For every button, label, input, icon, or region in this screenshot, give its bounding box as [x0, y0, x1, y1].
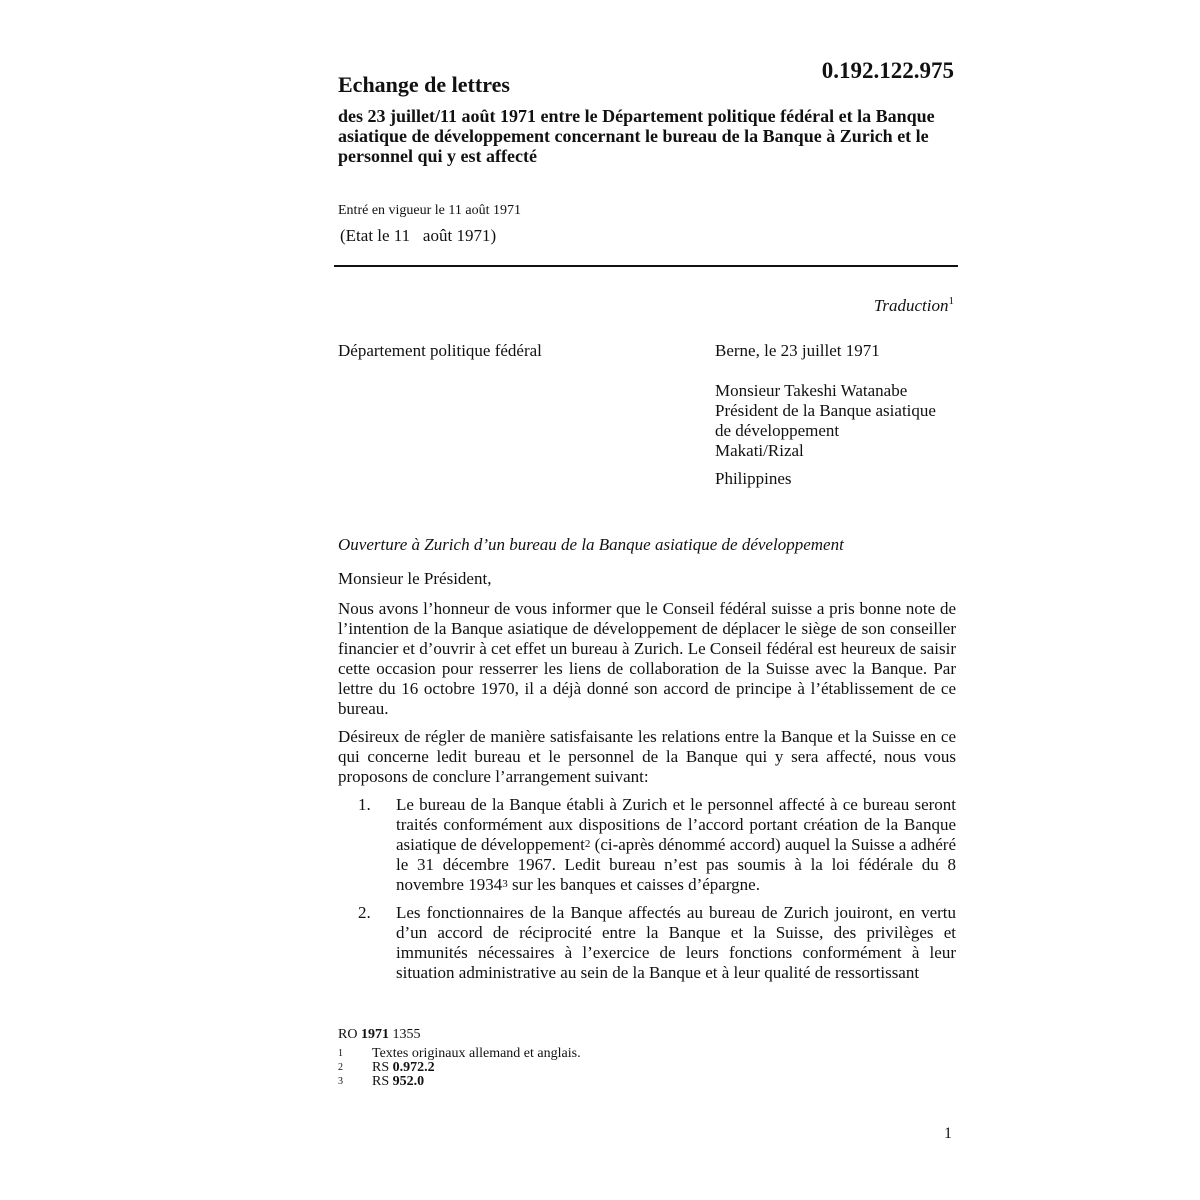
- footnote: [338, 1047, 581, 1061]
- ro-page: 1355: [388, 1027, 421, 1042]
- sr-number: 0.192.122.975: [821, 58, 954, 83]
- footnote-prefix: RS: [372, 1060, 393, 1075]
- ro-reference: [338, 1027, 581, 1043]
- letter-recipient: [715, 381, 936, 489]
- footnote-text: [372, 1061, 435, 1075]
- list-item-number: 1.: [358, 795, 371, 814]
- header-divider: [334, 265, 958, 267]
- document-subtitle: des 23 juillet/11 août 1971 entre le Département politique fédéral et la Banque asiatique de développement concernant le bureau de la Banque à Zurich et le personnel qui y est affecté: [338, 106, 935, 166]
- letter-subject: Ouverture à Zurich d’un bureau de la Banque asiatique de développement: [338, 535, 844, 554]
- footnote-reference: 952.0: [392, 1074, 425, 1089]
- recipient-title-line: Président de la Banque asiatique: [715, 401, 936, 420]
- recipient-title-line: de développement: [715, 421, 840, 440]
- document-title: Echange de lettres: [338, 72, 510, 97]
- recipient-name: Monsieur Takeshi Watanabe: [715, 381, 908, 400]
- footnote-number: 2: [338, 1062, 343, 1073]
- footnote-ref: 2: [584, 838, 591, 850]
- ro-prefix: RO: [338, 1027, 361, 1042]
- translation-label: Traduction: [873, 296, 949, 315]
- state-date: (Etat le 11 août 1971): [340, 226, 497, 245]
- letter-salutation: Monsieur le Président,: [338, 569, 492, 588]
- footnote-ref: 3: [502, 878, 508, 890]
- footnote-number: 1: [338, 1048, 343, 1059]
- ro-year: 1971: [360, 1027, 389, 1042]
- recipient-city: Makati/Rizal: [715, 441, 804, 460]
- recipient-country: Philippines: [715, 469, 792, 488]
- footnote-prefix: RS: [372, 1074, 393, 1089]
- body-paragraph: Nous avons l’honneur de vous informer que le Conseil fédéral suisse a pris bonne note de l’intention de la Banque asiatique de développement de déplacer le siège de son conseiller financier et d’ouvrir à cet effet un bureau à Zurich. Le Conseil fédéral est heureux de saisir cette occasion pour resserrer les liens de collaboration de la Suisse avec la Banque. Par lettre du 16 octobre 1970, il a déjà donné son accord de principe à l’établissement de ce bureau.: [338, 599, 956, 718]
- list-item-text-part: Le bureau de la Banque établi à Zurich et le personnel affecté à ce bureau seront traités conformément aux dispositions de l’accord portant création de la Banque asiatique de développement: [396, 795, 956, 854]
- letter-place-date: Berne, le 23 juillet 1971: [715, 341, 880, 360]
- in-force-date: Entré en vigueur le 11 août 1971: [338, 203, 521, 218]
- footnotes: [338, 1027, 581, 1089]
- letter-body: [338, 599, 956, 991]
- list-item-text-part: (ci-après dénommé accord) auquel la Suisse a adhéré le 31 décembre 1967. Ledit bureau n’est pas soumis à la loi fédérale du 8 novembre 1934: [396, 835, 956, 894]
- list-item-text: [396, 795, 956, 895]
- list-item-text: Les fonctionnaires de la Banque affectés au bureau de Zurich jouiront, en vertu d’un accord de réciprocité entre la Banque et la Suisse, des privilèges et immunités nécessaires à l’exercice de leurs fonctions conformément à leur situation administrative au sein de la Banque et à leur qualité de ressortissant: [396, 903, 956, 982]
- footnote-text: [372, 1075, 424, 1089]
- translation-note: [874, 296, 954, 316]
- letter-sender: Département politique fédéral: [338, 341, 542, 360]
- page-number: 1: [944, 1125, 952, 1142]
- footnote-text: Textes originaux allemand et anglais.: [372, 1046, 581, 1061]
- footnote-ref: 1: [948, 295, 954, 307]
- footnote-number: 3: [338, 1076, 343, 1087]
- footnote: [338, 1061, 581, 1075]
- body-paragraph: Désireux de régler de manière satisfaisante les relations entre la Banque et la Suisse en ce qui concerne ledit bureau et le personnel de la Banque qui y sera affecté, nous vous proposons de conclure l’arrangement suivant:: [338, 727, 956, 786]
- document-page: [338, 0, 956, 1200]
- list-item-text-part: sur les banques et caisses d’épargne.: [507, 875, 760, 894]
- footnote-reference: 0.972.2: [392, 1060, 435, 1075]
- footnote: [338, 1075, 581, 1089]
- list-item: [338, 795, 956, 895]
- list-item-number: 2.: [358, 903, 371, 922]
- list-item: [338, 903, 956, 983]
